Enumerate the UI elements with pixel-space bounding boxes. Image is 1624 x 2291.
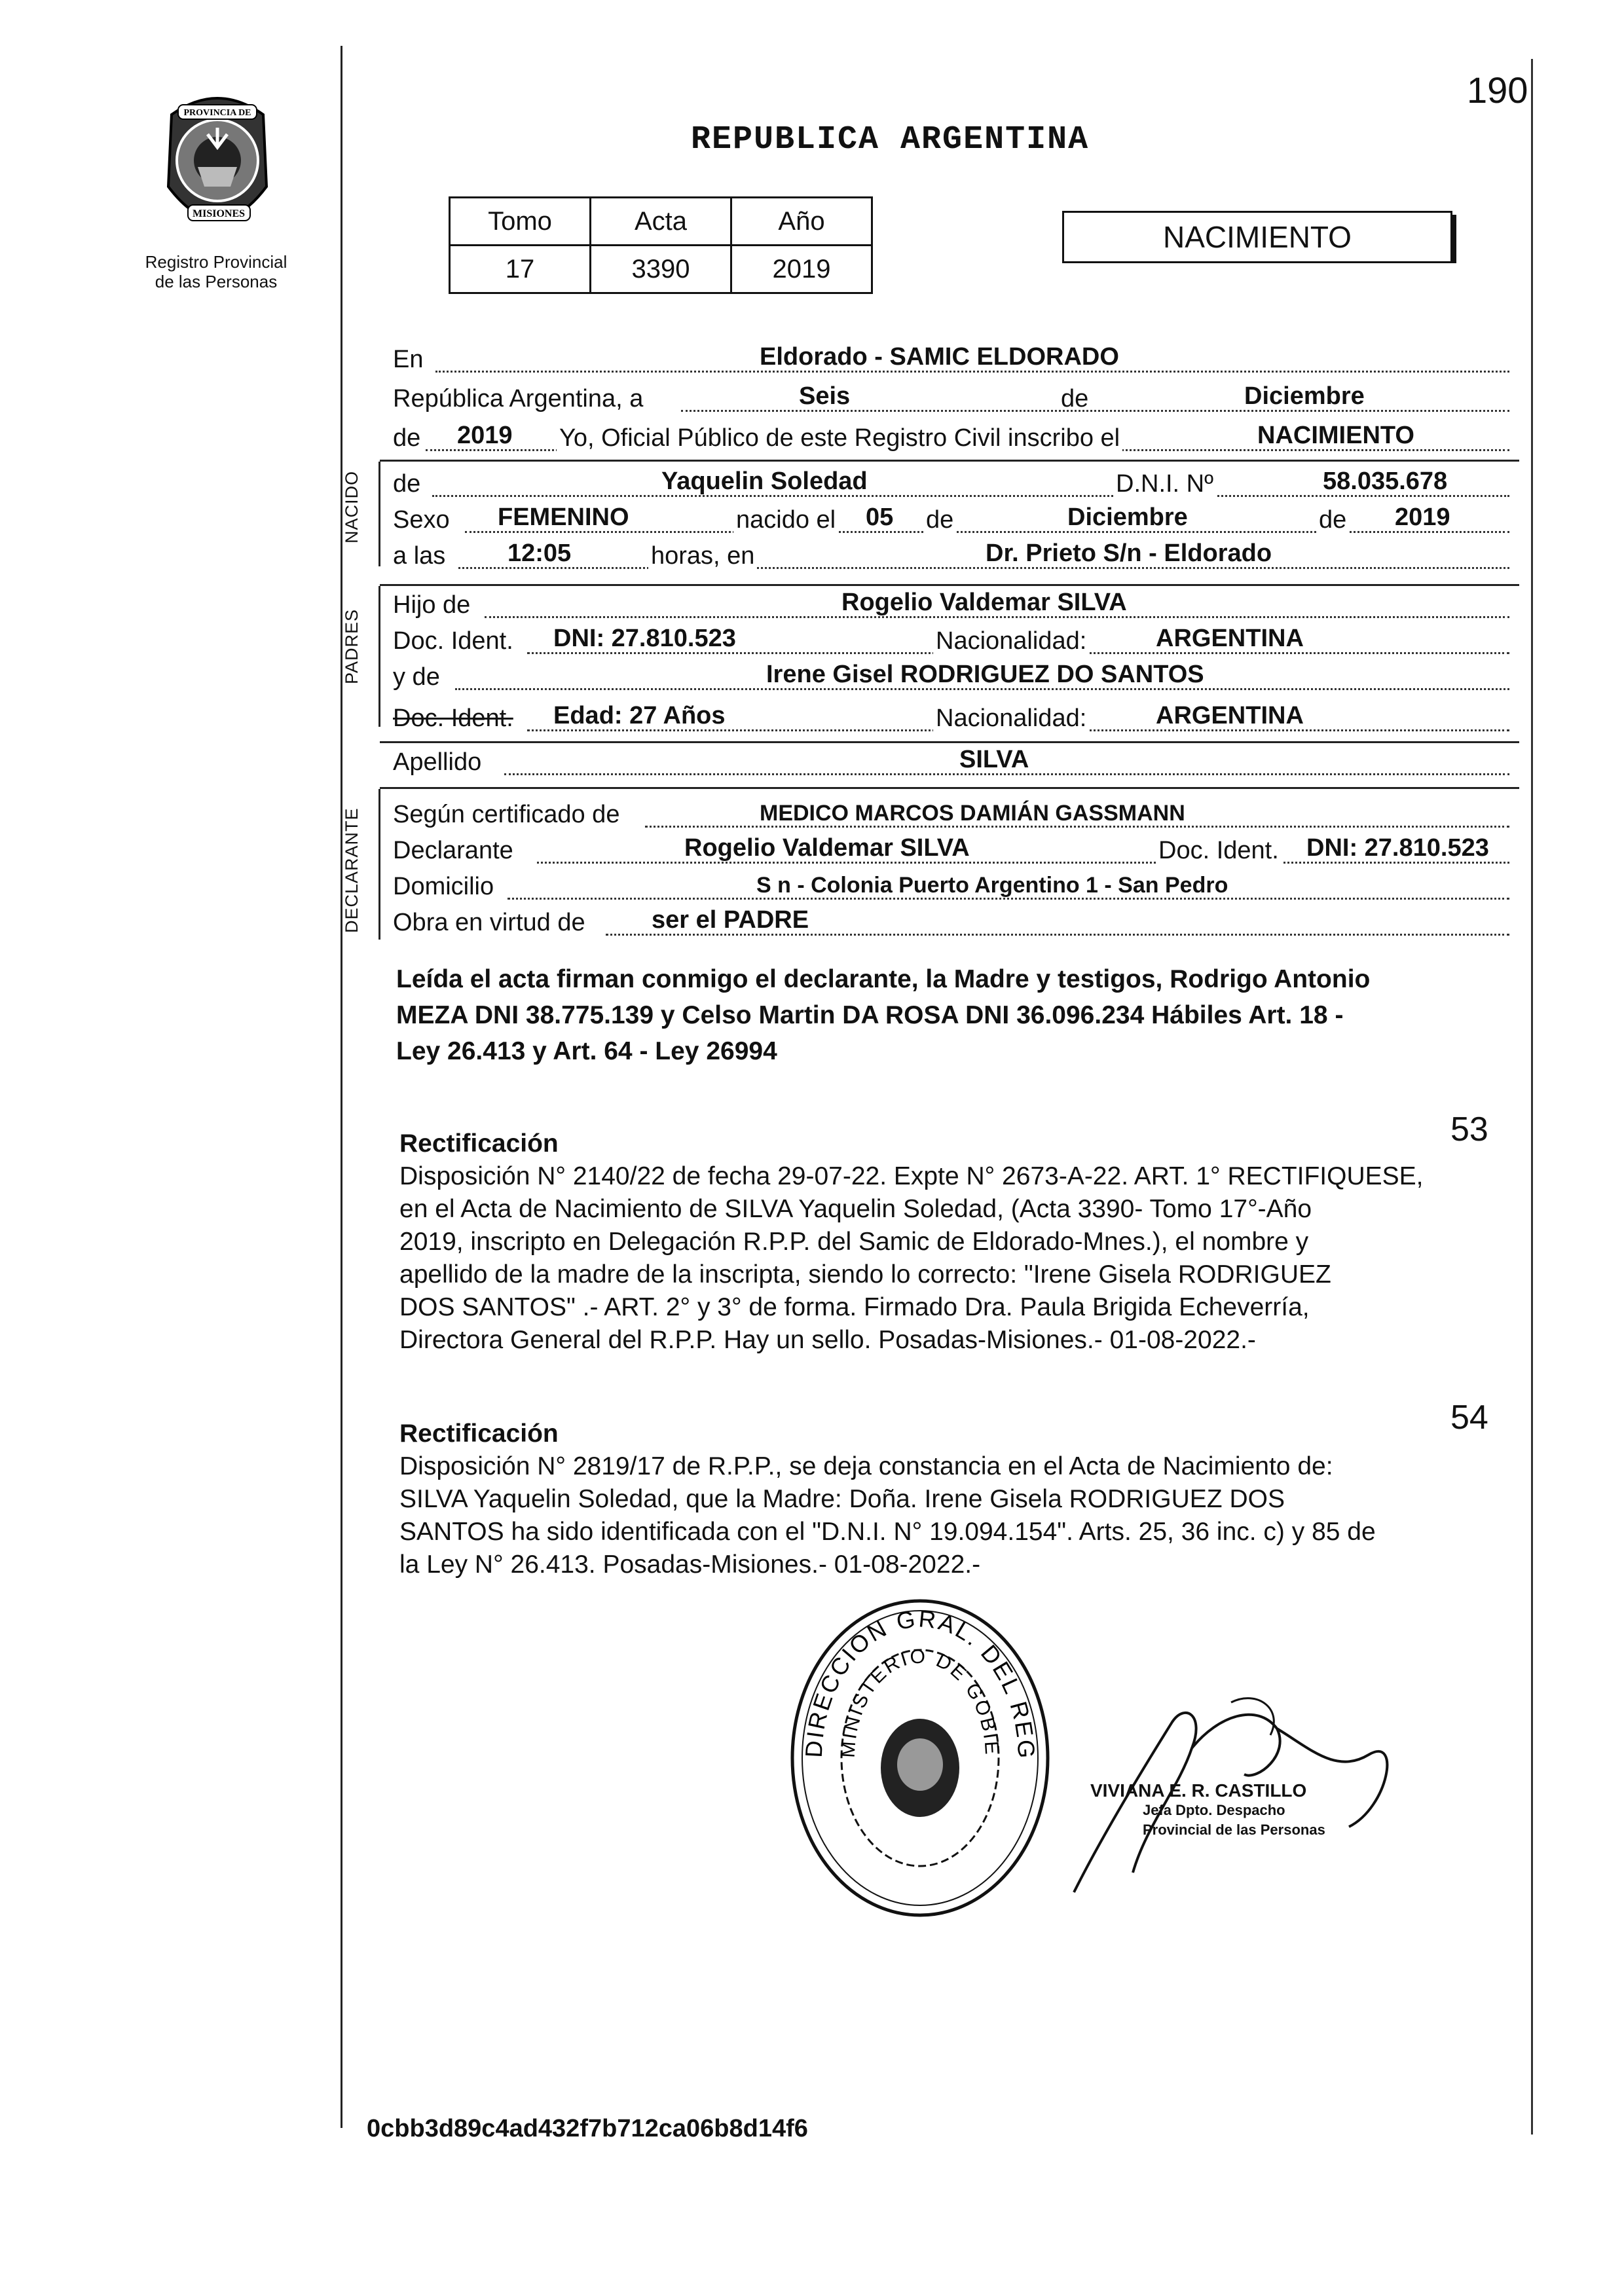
certificate-value: MEDICO MARCOS DAMIÁN GASSMANN: [760, 801, 1185, 826]
value-tomo: 17: [450, 246, 591, 293]
header-anio: Año: [731, 198, 872, 246]
birth-month: Diciembre: [1067, 504, 1188, 531]
left-margin-rule: [341, 46, 342, 2128]
country-title: REPUBLICA ARGENTINA: [691, 121, 1090, 158]
nacido-de-label: de: [393, 470, 421, 498]
birth-de2: de: [1316, 506, 1349, 534]
name-row: [393, 465, 1506, 501]
child-name: Yaquelin Soledad: [661, 467, 868, 495]
rectification-line: Directora General del R.P.P. Hay un sello. Posadas-Misiones.- 01-08-2022.-: [399, 1326, 1256, 1354]
closing-line: Leída el acta firman conmigo el declarante, la Madre y testigos, Rodrigo Antonio: [396, 965, 1371, 993]
verification-hash: 0cbb3d89c4ad432f7b712ca06b8d14f6: [367, 2115, 808, 2142]
rectification-body: [399, 1160, 1529, 1357]
birth-de1: de: [923, 506, 956, 534]
signature-stamp-name: VIVIANA E. R. CASTILLO: [1090, 1780, 1307, 1801]
year-prefix: de: [393, 424, 421, 452]
padres-bracket: [378, 586, 380, 727]
father-doc: DNI: 27.810.523: [553, 625, 736, 652]
horas-label: horas, en: [648, 542, 757, 570]
hijo-de-label: Hijo de: [393, 591, 471, 619]
declarant-doc: DNI: 27.810.523: [1306, 834, 1489, 862]
signature-stamp-role: Jefa Dpto. Despacho: [1143, 1802, 1285, 1818]
child-dni: 58.035.678: [1323, 467, 1448, 495]
value-anio: 2019: [731, 246, 872, 293]
section-label-nacido: NACIDO: [342, 470, 361, 543]
address-value: S n - Colonia Puerto Argentino 1 - San Pedro: [756, 873, 1228, 898]
address-row: [393, 868, 1506, 904]
declarant-row: [393, 832, 1506, 868]
declarant-doc-label: Doc. Ident.: [1156, 837, 1282, 865]
closing-line: Ley 26.413 y Art. 64 - Ley 26994: [396, 1037, 777, 1065]
father-nationality: ARGENTINA: [1156, 625, 1304, 652]
date-month: Diciembre: [1244, 382, 1365, 410]
separator: [380, 787, 1519, 789]
svg-text:MISIONES: MISIONES: [192, 208, 246, 219]
rectification-line: 2019, inscripto en Delegación R.P.P. del Samic de Eldorado-Mnes.), el nombre y: [399, 1228, 1309, 1256]
father-row: [393, 586, 1506, 622]
dni-label: D.N.I. Nº: [1113, 470, 1216, 498]
mother-doc-label: Doc. Ident.: [393, 705, 513, 732]
rectification-number: 54: [1450, 1399, 1488, 1437]
father-doc-label: Doc. Ident.: [393, 627, 513, 655]
surname-value: SILVA: [959, 746, 1029, 773]
capacity-value: ser el PADRE: [652, 906, 809, 934]
date-prefix: República Argentina, a: [393, 385, 644, 412]
document-type-box: NACIMIENTO: [1062, 211, 1452, 263]
section-label-declarante: DECLARANTE: [342, 807, 361, 933]
birth-year: 2019: [1395, 504, 1450, 531]
closing-line: MEZA DNI 38.775.139 y Celso Martin DA ROSA DNI 36.096.234 Hábiles Art. 18 -: [396, 1001, 1344, 1029]
rectification-line: Disposición N° 2819/17 de R.P.P., se deja constancia en el Acta de Nacimiento de:: [399, 1452, 1333, 1480]
place-label: En: [393, 346, 424, 373]
closing-paragraph: [396, 961, 1522, 1069]
y-de-label: y de: [393, 663, 440, 691]
surname-row: [393, 743, 1506, 779]
sex-birth-row: [393, 501, 1506, 537]
logo-caption-line1: Registro Provincial: [145, 252, 287, 272]
page-number: 190: [1467, 69, 1528, 111]
nacido-bracket: [378, 462, 380, 566]
separator: [380, 460, 1519, 462]
registry-table-header: [450, 198, 872, 246]
rectification-line: Disposición N° 2140/22 de fecha 29-07-22. Expte N° 2673-A-22. ART. 1° RECTIFIQUESE,: [399, 1162, 1424, 1190]
act-type: NACIMIENTO: [1257, 422, 1414, 449]
rectification-line: en el Acta de Nacimiento de SILVA Yaquelin Soledad, (Acta 3390- Tomo 17°-Año: [399, 1195, 1312, 1223]
sexo-label: Sexo: [393, 506, 450, 534]
date-row: [393, 380, 1506, 416]
mother-row: [393, 658, 1506, 694]
birth-time: 12:05: [507, 540, 572, 567]
father-name: Rogelio Valdemar SILVA: [841, 589, 1127, 616]
date-day: Seis: [799, 382, 851, 410]
registry-table: [449, 196, 873, 294]
mother-doc-row: [393, 699, 1506, 735]
province-seal-logo: [152, 88, 283, 246]
stamp-inner-text: MINISTERIO DE GOBIE: [837, 1645, 1003, 1759]
rectification-line: apellido de la madre de la inscripta, siendo lo correcto: "Irene Gisela RODRIGUEZ: [399, 1260, 1331, 1289]
section-label-padres: PADRES: [342, 608, 361, 684]
stamp-outer-text: DIRECCION GRAL. DEL REG: [800, 1605, 1041, 1761]
rectification-title: Rectificación: [399, 1420, 559, 1448]
declarante-bracket: [378, 789, 380, 940]
rectification-line: la Ley N° 26.413. Posadas-Misiones.- 01-08-2022.-: [399, 1550, 981, 1579]
rectification-number: 53: [1450, 1110, 1488, 1148]
hora-label: a las: [393, 542, 446, 570]
declarant-name: Rogelio Valdemar SILVA: [684, 834, 970, 862]
date-de: de: [1061, 385, 1089, 412]
rectification-line: DOS SANTOS" .- ART. 2° y 3° de forma. Firmado Dra. Paula Brigida Echeverría,: [399, 1293, 1310, 1321]
logo-caption-line2: de las Personas: [155, 272, 278, 291]
place-value: Eldorado - SAMIC ELDORADO: [760, 343, 1119, 371]
year-row: [393, 419, 1506, 455]
mother-doc: Edad: 27 Años: [553, 702, 726, 729]
mother-name: Irene Gisel RODRIGUEZ DO SANTOS: [766, 661, 1204, 688]
signature-stamp-org: Provincial de las Personas: [1143, 1822, 1325, 1838]
birth-place: Dr. Prieto S/n - Eldorado: [986, 540, 1272, 567]
header-tomo: Tomo: [450, 198, 591, 246]
rectification-body: [399, 1450, 1529, 1581]
official-stamp: [783, 1591, 1058, 1925]
father-nac-label: Nacionalidad:: [933, 627, 1089, 655]
year-value: 2019: [457, 422, 513, 449]
cert-label: Según certificado de: [393, 801, 620, 828]
rectification-title: Rectificación: [399, 1129, 559, 1158]
right-margin-rule: [1531, 59, 1533, 2135]
declarante-label: Declarante: [393, 837, 513, 864]
header-acta: Acta: [591, 198, 731, 246]
place-row: [393, 340, 1506, 376]
logo-caption: [118, 252, 314, 291]
nacido-el-label: nacido el: [733, 506, 838, 534]
rectification-line: SANTOS ha sido identificada con el "D.N.I. N° 19.094.154". Arts. 25, 36 inc. c) y 85 de: [399, 1518, 1376, 1546]
rectification-line: SILVA Yaquelin Soledad, que la Madre: Doña. Irene Gisela RODRIGUEZ DOS: [399, 1485, 1285, 1513]
year-text: Yo, Oficial Público de este Registro Civil inscribo el: [557, 424, 1122, 452]
obra-label: Obra en virtud de: [393, 909, 585, 936]
time-place-row: [393, 537, 1506, 573]
father-doc-row: [393, 622, 1506, 658]
svg-text:PROVINCIA DE: PROVINCIA DE: [183, 108, 251, 118]
apellido-label: Apellido: [393, 748, 482, 776]
certificate-row: [393, 796, 1506, 832]
mother-nationality: ARGENTINA: [1156, 702, 1304, 729]
sexo-value: FEMENINO: [498, 504, 629, 531]
birth-day: 05: [866, 504, 894, 531]
registry-table-values: [450, 246, 872, 293]
mother-nac-label: Nacionalidad:: [933, 705, 1089, 733]
domicilio-label: Domicilio: [393, 873, 494, 900]
signature-stamp: [1090, 1781, 1418, 1840]
capacity-row: [393, 904, 1506, 940]
value-acta: 3390: [591, 246, 731, 293]
